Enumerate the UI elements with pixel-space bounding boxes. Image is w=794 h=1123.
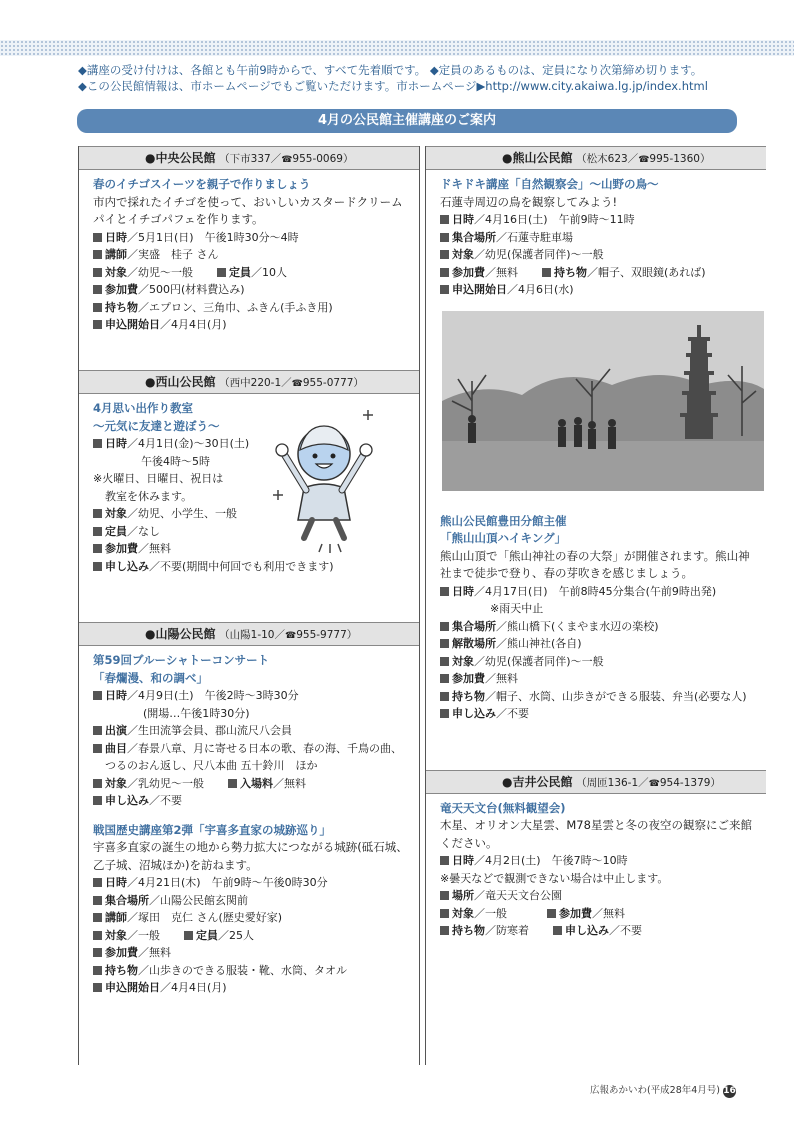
square-bullet-icon	[440, 622, 449, 631]
decorative-header-band	[0, 40, 794, 56]
hall-address: （山陽1-10／	[219, 629, 285, 641]
square-bullet-icon	[440, 674, 449, 683]
phone-icon: ☎	[648, 778, 660, 789]
square-bullet-icon	[93, 303, 102, 312]
course-apply: 申し込み／不要	[93, 792, 411, 810]
hall-header-nishiyama	[79, 370, 419, 394]
square-bullet-icon	[93, 562, 102, 571]
course-date: 日時／4月9日(土) 午後2時～3時30分	[93, 687, 411, 705]
course-meeting-place: 集合場所／石蓮寺駐車場	[440, 229, 758, 247]
square-bullet-icon	[440, 639, 449, 648]
hall-header-sanyo	[79, 622, 419, 646]
phone-icon: ☎	[638, 155, 650, 165]
course-capacity: 定員／なし	[93, 523, 411, 541]
course-note: ※火曜日、日曜日、祝日は	[93, 472, 224, 485]
hall-address: （周匝136-1／	[576, 776, 649, 789]
course-history	[79, 810, 419, 997]
square-bullet-icon	[440, 285, 449, 294]
square-bullet-icon	[93, 527, 102, 536]
square-bullet-icon	[440, 657, 449, 666]
course-fee: 参加費／500円(材料費込み)	[93, 281, 411, 299]
square-bullet-icon	[93, 320, 102, 329]
course-bring: 持ち物／帽子、水筒、山歩きができる服装、弁当(必要な人)	[440, 688, 758, 706]
square-bullet-icon	[542, 268, 551, 277]
course-target: 対象／幼児(保護者同伴)～一般	[440, 246, 758, 264]
square-bullet-icon	[440, 268, 449, 277]
square-bullet-icon	[93, 726, 102, 735]
course-hiking	[426, 491, 766, 770]
course-target: 対象／一般 定員／25人	[93, 927, 411, 945]
hall-header-kumayama	[426, 146, 766, 170]
square-bullet-icon	[93, 250, 102, 259]
phone-icon: ☎	[291, 379, 303, 389]
square-bullet-icon	[93, 744, 102, 753]
hall-header-chuo	[79, 146, 419, 170]
course-meeting-place: 集合場所／山陽公民館玄関前	[93, 892, 411, 910]
square-bullet-icon	[228, 779, 237, 788]
square-bullet-icon	[93, 233, 102, 242]
course-description: 熊山山頂で「熊山神社の春の大祭」が開催されます。熊山神社まで徒歩で登り、春の芽吹きを感じましょう。	[440, 548, 750, 580]
phone-icon: ☎	[284, 631, 297, 641]
phone-icon: ☎	[281, 155, 293, 165]
hall-header-yoshii	[426, 770, 766, 794]
course-fee: 参加費／無料	[93, 540, 411, 558]
course-title: ドキドキ講座「自然観察会」～山野の鳥～	[440, 177, 659, 191]
course-description: 市内で採れたイチゴを使って、おいしいカスタードクリームパイとイチゴパフェを作ります。	[93, 194, 403, 226]
course-date: 日時／4月2日(土) 午後7時～10時	[440, 852, 758, 870]
square-bullet-icon	[547, 909, 556, 918]
course-apply: 申し込み／不要	[440, 705, 758, 723]
hall-phone: 955-0069）	[292, 153, 354, 165]
square-bullet-icon	[553, 926, 562, 935]
course-date: 日時／4月17日(日) 午前8時45分集合(午前9時出発)	[440, 583, 758, 601]
course-meeting-place: 集合場所／熊山橋下(くまやま水辺の楽校)	[440, 618, 758, 636]
course-time: 午後4時～5時	[141, 454, 210, 468]
square-bullet-icon	[93, 779, 102, 788]
hall-phone: 955-0777）	[302, 377, 364, 389]
page-title: 4月の公民館主催講座のご案内	[77, 109, 737, 133]
course-songs: 曲目／春景八章、月に寄せる日本の歌、春の海、千鳥の曲、つるのおん返し、尺八本曲 五十鈴川 ほか	[93, 740, 411, 775]
notice-row-1	[78, 62, 778, 78]
square-bullet-icon	[217, 268, 226, 277]
course-doors-open: (開場…午後1時30分)	[143, 706, 250, 720]
square-bullet-icon	[93, 983, 102, 992]
course-bring: 持ち物／エプロン、三角巾、ふきん(手ふき用)	[93, 299, 411, 317]
square-bullet-icon	[93, 966, 102, 975]
hall-address: （下市337／	[219, 153, 282, 165]
course-title: 春のイチゴスイーツを親子で作りましょう	[93, 177, 311, 191]
hall-phone: 954-1379）	[659, 776, 721, 789]
square-bullet-icon	[93, 948, 102, 957]
course-target: 対象／幼児(保護者同伴)～一般	[440, 653, 758, 671]
square-bullet-icon	[440, 587, 449, 596]
child-cheering-illustration	[264, 406, 384, 556]
course-memories	[79, 394, 419, 622]
course-strawberry	[79, 170, 419, 370]
square-bullet-icon	[93, 796, 102, 805]
course-fee: 参加費／無料 持ち物／帽子、双眼鏡(あれば)	[440, 264, 758, 282]
course-observatory	[426, 794, 766, 940]
right-column	[425, 146, 766, 1065]
course-bring: 持ち物／防寒着 申し込み／不要	[440, 922, 758, 940]
hall-phone: 955-9777）	[296, 629, 358, 641]
course-start: 申込開始日／4月4日(月)	[93, 979, 411, 997]
square-bullet-icon	[440, 891, 449, 900]
course-title: 竜天天文台(無料観望会)	[440, 800, 566, 815]
square-bullet-icon	[440, 709, 449, 718]
square-bullet-icon	[440, 909, 449, 918]
course-target: 対象／一般 参加費／無料	[440, 905, 758, 923]
course-title: 第59回ブルーシャトーコンサート	[93, 653, 270, 667]
square-bullet-icon	[93, 913, 102, 922]
square-bullet-icon	[93, 691, 102, 700]
square-bullet-icon	[93, 268, 102, 277]
hall-address: （松木623／	[576, 153, 639, 165]
hall-name: ●中央公民館	[145, 151, 216, 165]
course-title: 4月思い出作り教室	[93, 401, 194, 415]
temple-pagoda-photo	[442, 311, 764, 491]
course-place: 場所／竜天天文台公園	[440, 887, 758, 905]
course-note: ※曇天などで観測できない場合は中止します。	[440, 871, 669, 885]
course-fee: 参加費／無料	[93, 944, 411, 962]
square-bullet-icon	[93, 509, 102, 518]
square-bullet-icon	[93, 285, 102, 294]
page-footer	[590, 1082, 736, 1098]
course-instructor: 講師／塚田 克仁 さん(歴史愛好家)	[93, 909, 411, 927]
course-bird-watching	[426, 170, 766, 299]
square-bullet-icon	[440, 215, 449, 224]
square-bullet-icon	[93, 896, 102, 905]
square-bullet-icon	[93, 931, 102, 940]
course-bring: 持ち物／山歩きのできる服装・靴、水筒、タオル	[93, 962, 411, 980]
course-description: 木星、オリオン大星雲、M78星雲と冬の夜空の観察にご来館ください。	[440, 818, 752, 850]
course-subtitle: ～元気に友達と遊ぼう～	[93, 418, 220, 433]
hall-name: ●西山公民館	[145, 375, 216, 389]
course-start: 申込開始日／4月4日(月)	[93, 316, 411, 334]
course-concert	[79, 646, 419, 810]
square-bullet-icon	[440, 233, 449, 242]
course-note-cont: 教室を休みます。	[105, 489, 193, 503]
course-dismissal-place: 解散場所／熊山神社(各自)	[440, 635, 758, 653]
course-apply: 申し込み／不要(期間中何回でも利用できます)	[93, 558, 411, 576]
course-title: 戦国歴史講座第2弾「宇喜多直家の城跡巡り」	[93, 822, 331, 837]
hall-name: ●吉井公民館	[502, 774, 573, 789]
hall-name: ●山陽公民館	[145, 627, 216, 641]
course-target: 対象／乳幼児～一般 入場料／無料	[93, 775, 411, 793]
notices	[78, 62, 778, 94]
notice-capacity: ◆定員のあるものは、定員になり次第締め切ります。	[429, 63, 703, 77]
course-date: 日時／4月21日(木) 午前9時～午後0時30分	[93, 874, 411, 892]
course-description: 石蓮寺周辺の鳥を観察してみよう!	[440, 194, 618, 209]
course-subtitle: 「春爛漫、和の調べ」	[93, 670, 208, 685]
square-bullet-icon	[440, 926, 449, 935]
page-number: 16	[723, 1086, 736, 1096]
course-target: 対象／幼児、小学生、一般	[93, 505, 411, 523]
square-bullet-icon	[440, 856, 449, 865]
square-bullet-icon	[93, 878, 102, 887]
course-description: 宇喜多直家の誕生の地から勢力拡大につながる城跡(砥石城、乙子城、沼城ほか)を訪ねます。	[93, 840, 408, 872]
course-performer: 出演／生田流箏会員、郡山流尺八会員	[93, 722, 411, 740]
course-date: 日時／5月1日(日) 午後1時30分～4時	[93, 229, 411, 247]
course-date: 日時／4月1日(金)～30日(土)	[93, 435, 411, 453]
hall-name: ●熊山公民館	[502, 151, 573, 165]
course-start: 申込開始日／4月6日(水)	[440, 281, 758, 299]
hall-phone: 995-1360）	[649, 153, 711, 165]
square-bullet-icon	[440, 250, 449, 259]
course-rain-note: ※雨天中止	[490, 602, 544, 615]
publication-name: 広報あかいわ(平成28年4月号)	[589, 1085, 720, 1096]
square-bullet-icon	[184, 931, 193, 940]
course-instructor: 講師／実盛 桂子 さん	[93, 246, 411, 264]
square-bullet-icon	[93, 544, 102, 553]
course-title: 「熊山山頂ハイキング」	[440, 531, 567, 545]
hall-address: （西中220-1／	[219, 377, 292, 389]
course-organizer: 熊山公民館豊田分館主催	[440, 513, 567, 528]
notice-website[interactable]: ◆この公民館情報は、市ホームページでもご覧いただけます。市ホームページ▶http://www.city.akaiwa.lg.jp/index.html	[78, 79, 708, 93]
course-fee: 参加費／無料	[440, 670, 758, 688]
square-bullet-icon	[440, 692, 449, 701]
square-bullet-icon	[93, 439, 102, 448]
course-target: 対象／幼児～一般 定員／10人	[93, 264, 411, 282]
left-column	[78, 146, 420, 1065]
notice-first-come: ◆講座の受け付けは、各館とも午前9時からで、すべて先着順です。	[78, 63, 427, 77]
course-date: 日時／4月16日(土) 午前9時～11時	[440, 211, 758, 229]
